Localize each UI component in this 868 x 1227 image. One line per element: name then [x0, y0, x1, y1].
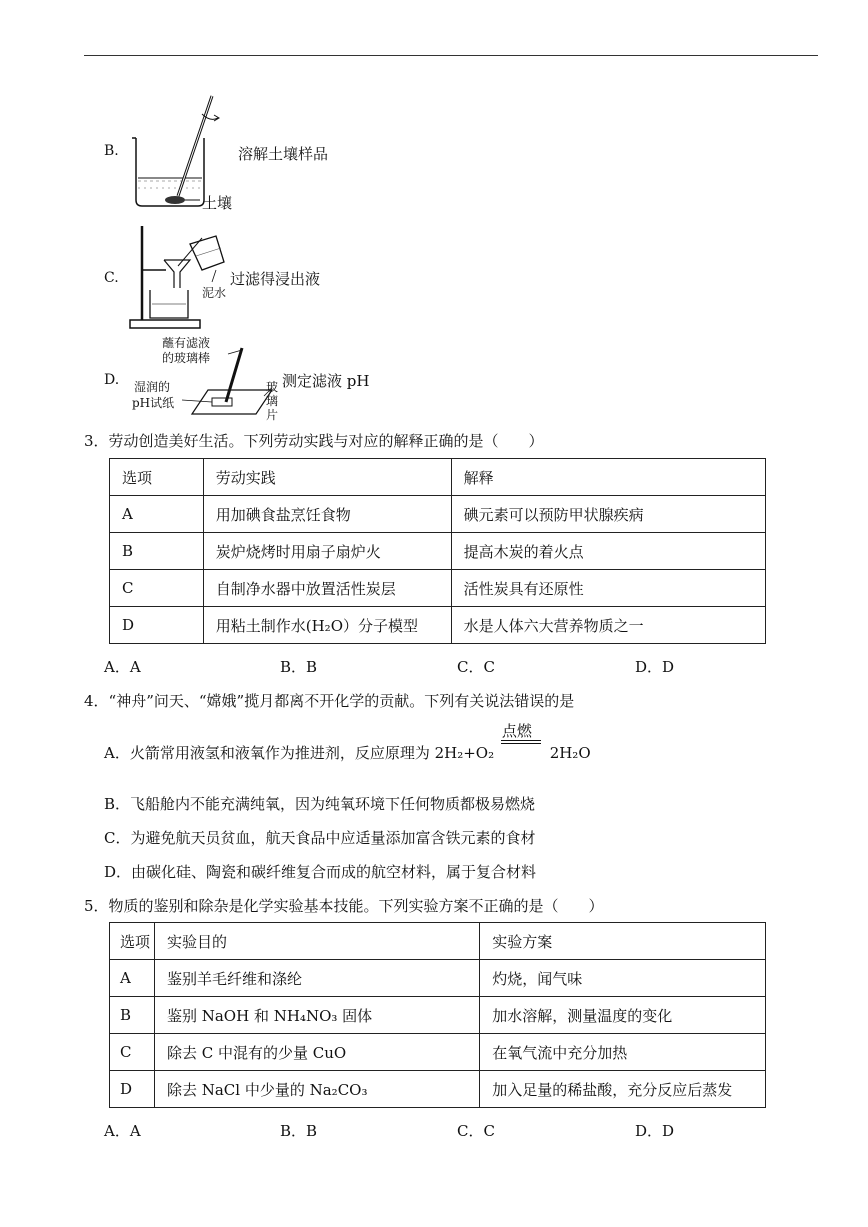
- q2-paper-label-line1: 湿润的: [134, 380, 171, 394]
- table-cell: 除去 NaCl 中少量的 Na₂CO₃: [154, 1071, 479, 1108]
- table-cell: 活性炭具有还原性: [451, 570, 765, 607]
- q4-stem: 4．“神舟”问天、“嫦娥”揽月都离不开化学的贡献。下列有关说法错误的是: [84, 692, 575, 710]
- table-cell: 碘元素可以预防甲状腺疾病: [451, 496, 765, 533]
- table-cell: D: [110, 607, 204, 644]
- table-header-cell: 选项: [110, 459, 204, 496]
- q3-stem: 3．劳动创造美好生活。下列劳动实践与对应的解释正确的是（ ）: [84, 432, 544, 450]
- table-cell: 提高木炭的着火点: [451, 533, 765, 570]
- table-cell: 自制净水器中放置活性炭层: [203, 570, 451, 607]
- q2-rod-label-line2: 的玻璃棒: [162, 351, 211, 365]
- table-cell: 加入足量的稀盐酸，充分反应后蒸发: [480, 1071, 766, 1108]
- table-cell: 灼烧，闻气味: [480, 960, 766, 997]
- q2-option-c-caption: 过滤得浸出液: [230, 270, 321, 288]
- table-row: [110, 570, 766, 607]
- table-cell: 加水溶解，测量温度的变化: [480, 997, 766, 1034]
- table-header-cell: 选项: [110, 923, 155, 960]
- header-rule: [84, 55, 818, 56]
- table-row: [110, 1071, 766, 1108]
- table-cell: A: [110, 496, 204, 533]
- ph-test-figure: [178, 342, 278, 422]
- q4-option-d[interactable]: D．由碳化硅、陶瓷和碳纤维复合而成的航空材料，属于复合材料: [104, 863, 537, 881]
- q3-table: [109, 458, 766, 644]
- q5-stem: 5．物质的鉴别和除杂是化学实验基本技能。下列实验方案不正确的是（ ）: [84, 897, 604, 915]
- q5-choice-a[interactable]: A．A: [104, 1122, 141, 1140]
- q5-choice-c[interactable]: C．C: [457, 1122, 495, 1140]
- table-cell: B: [110, 533, 204, 570]
- table-cell: A: [110, 960, 155, 997]
- q4-option-a-text: A．火箭常用液氢和液氧作为推进剂，反应原理为 2H₂+O₂: [104, 744, 495, 762]
- table-cell: 用加碘食盐烹饪食物: [203, 496, 451, 533]
- table-cell: 鉴别羊毛纤维和涤纶: [154, 960, 479, 997]
- q2-soil-label: 土壤: [202, 194, 233, 212]
- q2-option-d-letter[interactable]: D.: [104, 372, 120, 388]
- q4-option-a[interactable]: [104, 722, 591, 763]
- table-header-row: [110, 459, 766, 496]
- table-header-row: [110, 923, 766, 960]
- q2-option-b-caption: 溶解土壤样品: [238, 145, 329, 163]
- table-header-cell: 实验目的: [154, 923, 479, 960]
- q2-glass-label-1: 玻: [266, 380, 279, 394]
- q3-choice-a[interactable]: A．A: [104, 658, 141, 676]
- table-row: [110, 607, 766, 644]
- q5-choice-b[interactable]: B．B: [280, 1122, 318, 1140]
- q2-option-d-caption: 测定滤液 pH: [282, 372, 370, 390]
- q3-choice-d[interactable]: D．D: [635, 658, 675, 676]
- q3-choice-b[interactable]: B．B: [280, 658, 318, 676]
- q2-paper-label-line2: pH试纸: [132, 396, 175, 410]
- table-cell: B: [110, 997, 155, 1034]
- reaction-condition: 点燃: [501, 722, 532, 740]
- table-row: [110, 997, 766, 1034]
- table-row: [110, 960, 766, 997]
- filtration-apparatus-figure: [126, 222, 236, 332]
- q2-glass-label-2: 璃: [266, 394, 279, 408]
- table-cell: C: [110, 570, 204, 607]
- table-cell: D: [110, 1071, 155, 1108]
- q2-option-c-letter[interactable]: C.: [104, 270, 119, 286]
- q5-choice-d[interactable]: D．D: [635, 1122, 675, 1140]
- q2-glass-label-3: 片: [266, 408, 279, 422]
- table-cell: 鉴别 NaOH 和 NH₄NO₃ 固体: [154, 997, 479, 1034]
- table-cell: 除去 C 中混有的少量 CuO: [154, 1034, 479, 1071]
- q2-mud-label: 泥水: [202, 286, 227, 300]
- table-header-cell: 劳动实践: [203, 459, 451, 496]
- reaction-condition-arrow: [499, 722, 545, 758]
- table-cell: 在氧气流中充分加热: [480, 1034, 766, 1071]
- q3-choice-c[interactable]: C．C: [457, 658, 495, 676]
- table-row: [110, 1034, 766, 1071]
- table-cell: C: [110, 1034, 155, 1071]
- table-row: [110, 533, 766, 570]
- q2-option-b-letter[interactable]: B.: [104, 143, 119, 159]
- table-cell: 炭炉烧烤时用扇子扇炉火: [203, 533, 451, 570]
- q4-option-b[interactable]: B．飞船舱内不能充满纯氧，因为纯氧环境下任何物质都极易燃烧: [104, 795, 536, 813]
- q5-table: [109, 922, 766, 1108]
- q2-rod-label-line1: 蘸有滤液: [162, 336, 211, 350]
- table-header-cell: 解释: [451, 459, 765, 496]
- table-row: [110, 496, 766, 533]
- table-cell: 水是人体六大营养物质之一: [451, 607, 765, 644]
- table-cell: 用粘土制作水(H₂O）分子模型: [203, 607, 451, 644]
- table-header-cell: 实验方案: [480, 923, 766, 960]
- q4-option-a-product: 2H₂O: [549, 744, 591, 762]
- q4-option-c[interactable]: C．为避免航天员贫血，航天食品中应适量添加富含铁元素的食材: [104, 829, 536, 847]
